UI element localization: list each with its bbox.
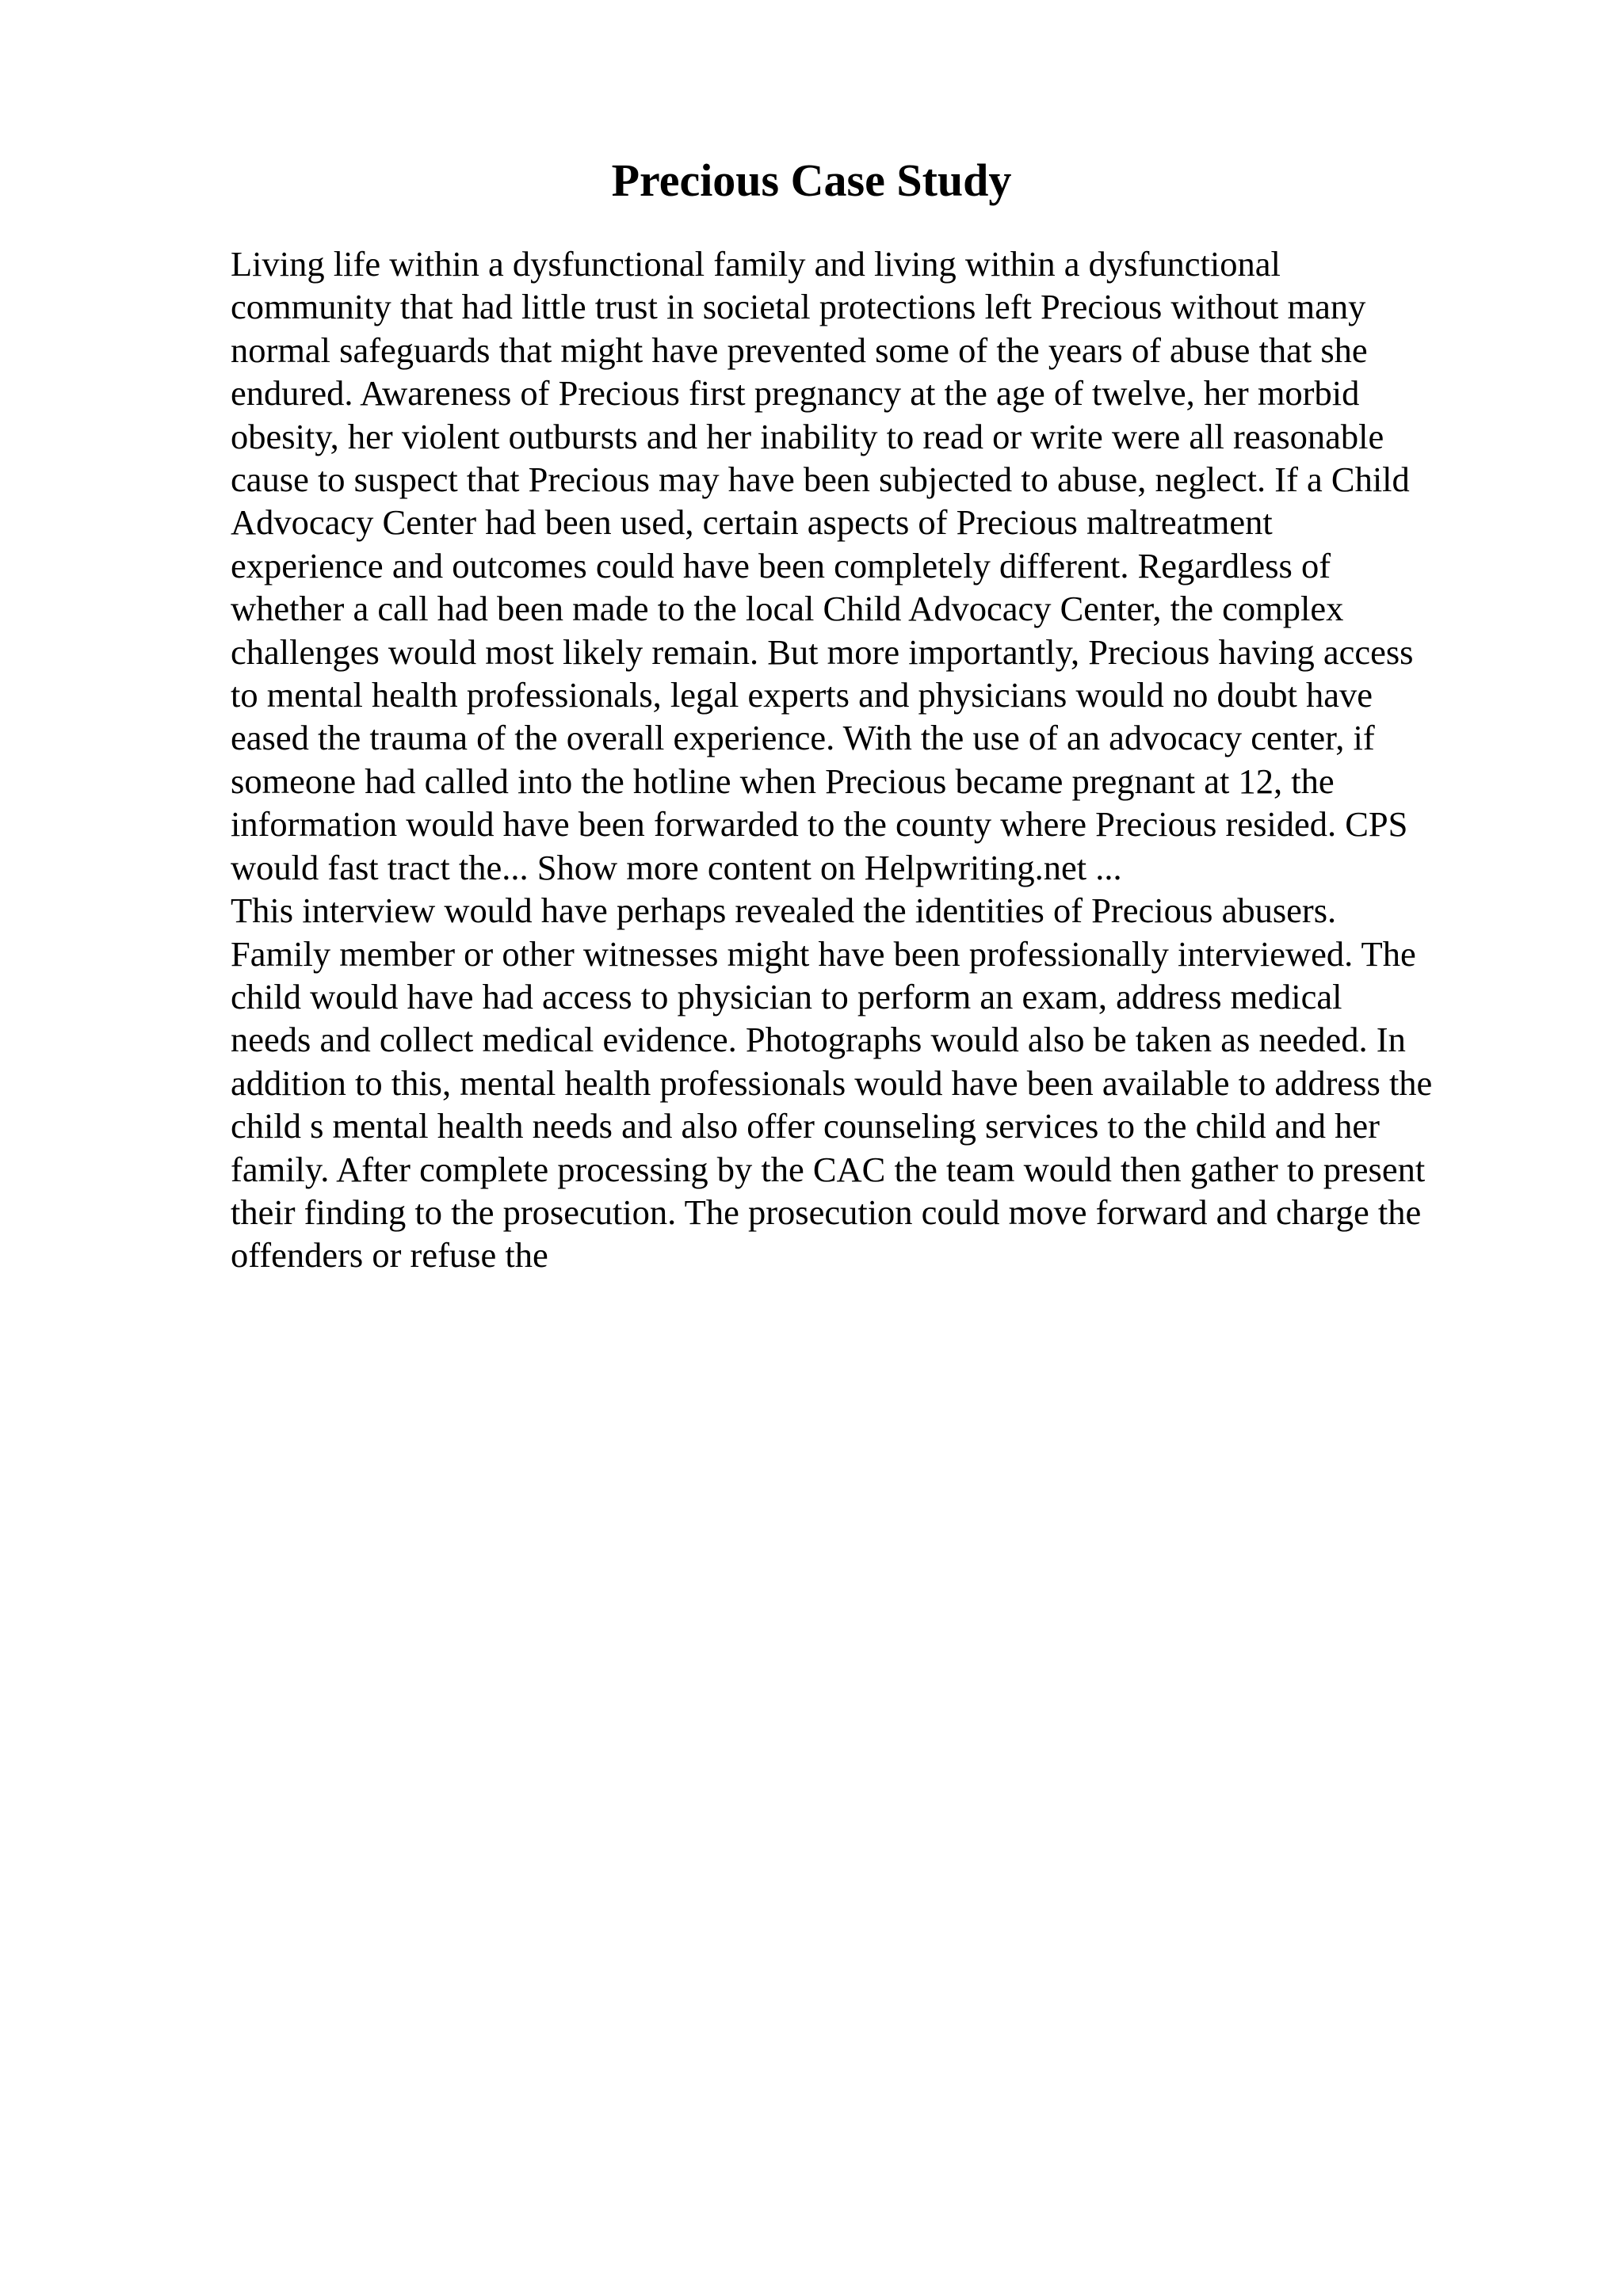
body-line: This interview would have perhaps revealed the identities of Precious abusers. [231, 891, 1337, 931]
body-line: whether a call had been made to the local Child Advocacy Center, the complex [231, 589, 1344, 629]
document-body [231, 242, 1499, 1277]
page-title: Precious Case Study [611, 154, 1012, 206]
body-line: child s mental health needs and also offer counseling services to the child and her [231, 1106, 1380, 1146]
body-line: Family member or other witnesses might have been professionally interviewed. The [231, 933, 1416, 974]
body-line: their finding to the prosecution. The prosecution could move forward and charge the [231, 1192, 1422, 1232]
body-line: would fast tract the... Show more content on Helpwriting.net ... [231, 847, 1122, 887]
body-line: community that had little trust in societal protections left Precious without many [231, 287, 1366, 327]
body-line: challenges would most likely remain. But more importantly, Precious having access [231, 631, 1414, 672]
body-line: addition to this, mental health professionals would have been available to address the [231, 1062, 1433, 1103]
body-line: obesity, her violent outbursts and her inability to read or write were all reasonable [231, 416, 1384, 456]
body-line: Living life within a dysfunctional family and living within a dysfunctional [231, 244, 1281, 284]
body-line: normal safeguards that might have prevented some of the years of abuse that she [231, 330, 1368, 370]
body-line: endured. Awareness of Precious first pregnancy at the age of twelve, her morbid [231, 373, 1360, 414]
body-line: to mental health professionals, legal experts and physicians would no doubt have [231, 675, 1373, 715]
body-line: Advocacy Center had been used, certain aspects of Precious maltreatment [231, 502, 1273, 543]
body-line: child would have had access to physician to perform an exam, address medical [231, 976, 1342, 1016]
body-line: family. After complete processing by the CAC the team would then gather to present [231, 1149, 1426, 1189]
body-line: needs and collect medical evidence. Photographs would also be taken as needed. In [231, 1020, 1406, 1060]
body-line: offenders or refuse the [231, 1235, 548, 1276]
body-line: cause to suspect that Precious may have been subjected to abuse, neglect. If a Child [231, 460, 1410, 500]
body-line: information would have been forwarded to the county where Precious resided. CPS [231, 804, 1408, 845]
body-line: experience and outcomes could have been completely different. Regardless of [231, 545, 1331, 585]
body-line: someone had called into the hotline when Precious became pregnant at 12, the [231, 761, 1335, 801]
body-line: eased the trauma of the overall experience. With the use of an advocacy center, if [231, 718, 1375, 758]
